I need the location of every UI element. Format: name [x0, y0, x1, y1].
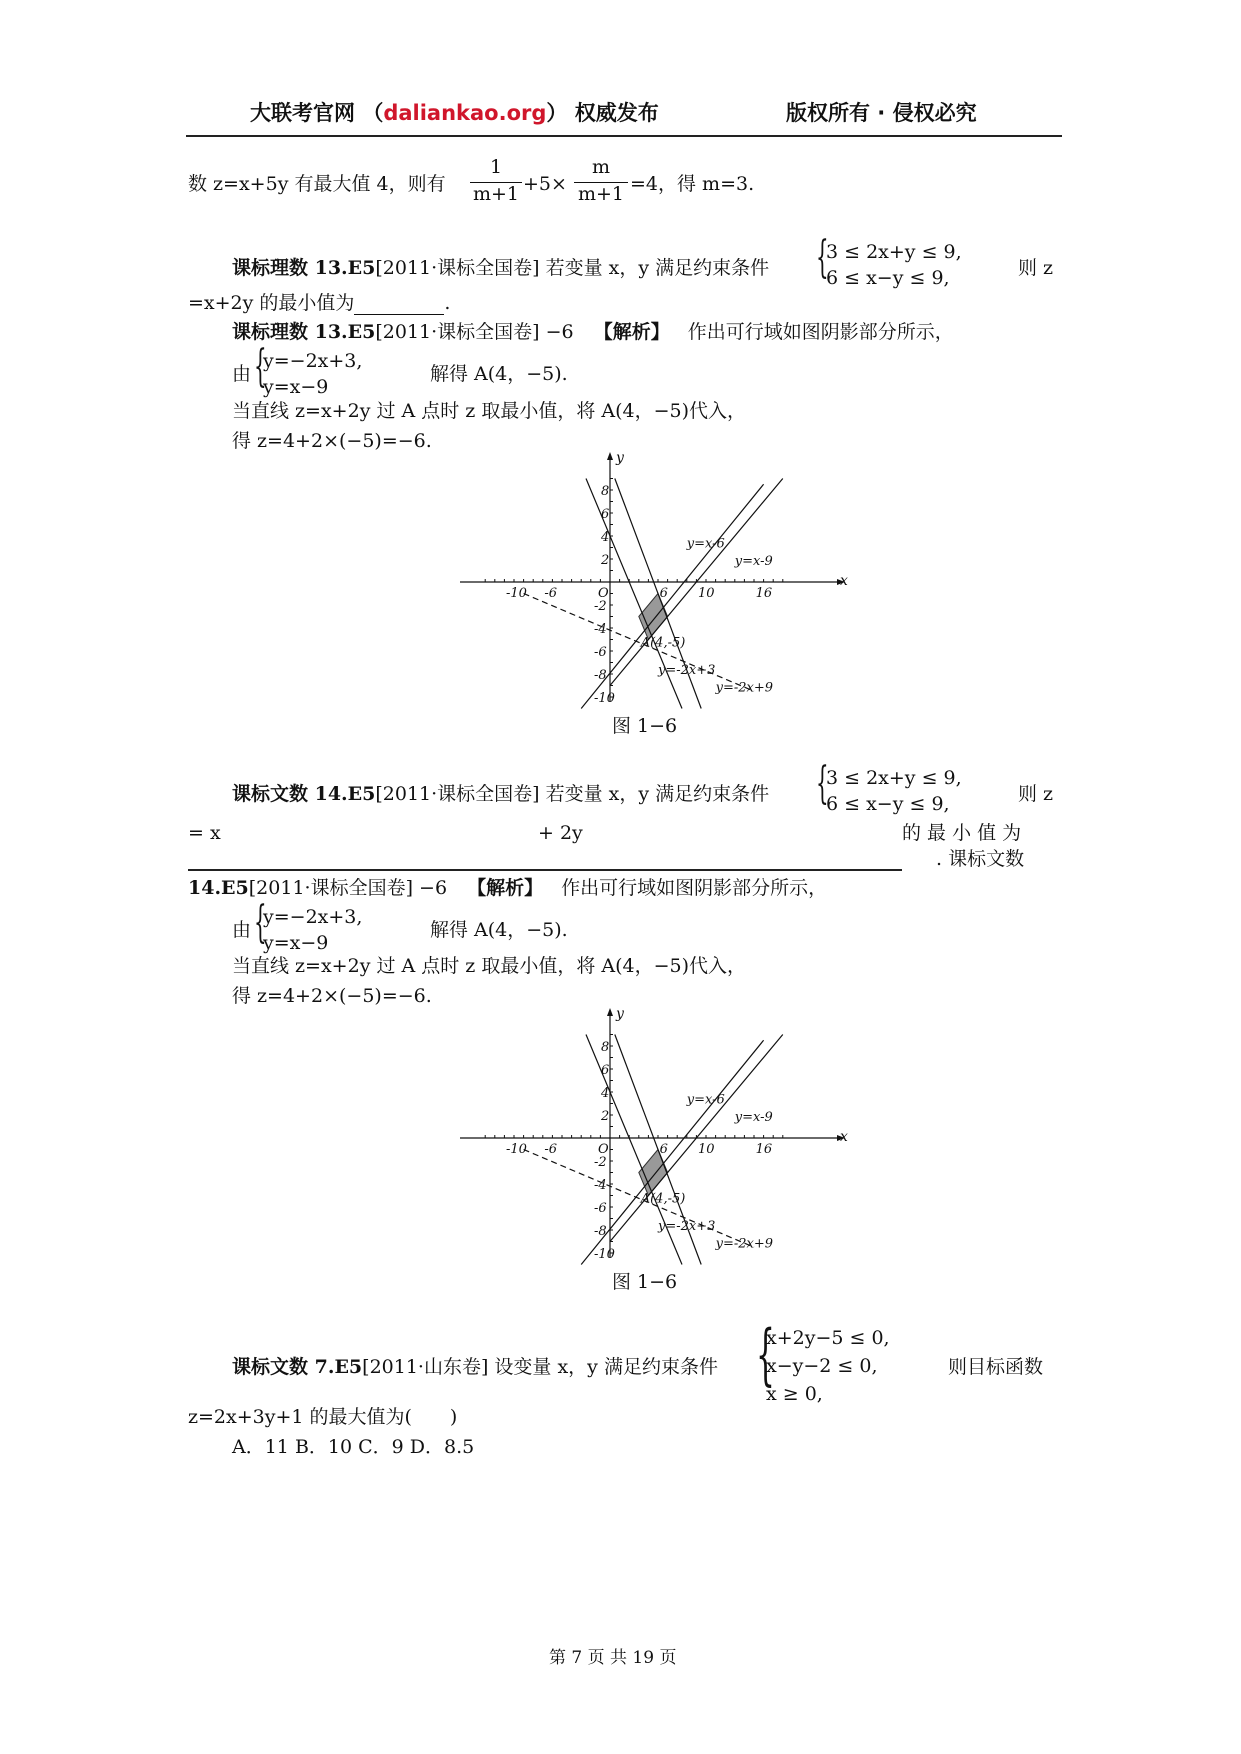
y-tick-label: -6	[594, 1201, 607, 1216]
x-tick-label: -6	[544, 1142, 558, 1157]
q14-src: [2011·课标全国卷] 若变量 x，y 满足约束条件	[375, 783, 770, 805]
q7-question	[232, 1355, 718, 1379]
line-label: y=-2x+9	[715, 1236, 774, 1252]
header-paren-close: ）	[546, 101, 568, 125]
figure-2	[460, 1008, 850, 1268]
q14-constraint-2: 6 ≤ x−y ≤ 9,	[826, 793, 950, 815]
q14-line2-a: = x	[188, 822, 221, 844]
q14-line3: 当直线 z=x+2y 过 A 点时 z 取最小值，将 A(4，−5)代入，	[232, 955, 747, 977]
y-tick-label: 4	[601, 530, 610, 545]
q13-tag: 课标理数 13.E5	[232, 257, 376, 279]
q14-solve: 解得 A(4，−5).	[430, 919, 568, 941]
y-tick-label: 6	[601, 507, 610, 522]
y-tick-label: -2	[594, 599, 607, 614]
q14-sys-1: y=−2x+3,	[263, 906, 363, 928]
q14-line2-b: + 2y	[538, 822, 583, 844]
figure-1-caption: 图 1−6	[612, 715, 678, 737]
line-z-x-2y-dashed	[524, 594, 754, 692]
q7-tail: 则目标函数	[948, 1356, 1044, 1378]
p1-mid: +5×	[523, 173, 567, 195]
y-tick-label: 6	[601, 1063, 610, 1078]
point-a-label: A(4,-5)	[640, 1191, 686, 1207]
q7-brace: {	[756, 1316, 775, 1393]
header-copyright: 版权所有 · 侵权必究	[786, 101, 977, 125]
q14-question	[232, 782, 769, 806]
q13-ans-tag: 课标理数 13.E5	[232, 321, 376, 343]
q7-tag: 课标文数 7.E5	[232, 1356, 363, 1378]
line-label: y=-2x+9	[715, 680, 774, 696]
point-a-label: A(4,-5)	[640, 635, 686, 651]
p1-f2-den: m+1	[577, 183, 625, 205]
q13-solve: 解得 A(4，−5).	[430, 363, 568, 385]
q13-line2-pre: =x+2y 的最小值为	[188, 292, 355, 314]
p1-f1-den: m+1	[472, 183, 520, 205]
q14-ans-text: 作出可行域如图阴影部分所示，	[561, 877, 828, 899]
q14-tag: 课标文数 14.E5	[232, 783, 376, 805]
q13-line2	[188, 291, 450, 315]
q14-constraint-1: 3 ≤ 2x+y ≤ 9,	[826, 767, 962, 789]
q14-answer	[188, 876, 827, 900]
q13-ans-src: [2011·课标全国卷] −6	[375, 321, 574, 343]
x-tick-label: O	[598, 586, 609, 601]
q14-tail: 则 z	[1018, 783, 1054, 805]
y-tick-label: -4	[594, 1178, 607, 1193]
x-tick-label: 6	[659, 586, 668, 601]
line-label: y=-2x+3	[658, 1219, 716, 1234]
line-label: y=x-9	[734, 553, 773, 569]
figure-2-caption: 图 1−6	[612, 1271, 678, 1293]
x-tick-label: -10	[506, 586, 527, 601]
q14-you: 由	[232, 919, 252, 941]
q14-brace: {	[816, 758, 829, 809]
line-label: y=-2x+3	[658, 663, 716, 678]
y-tick-label: 2	[601, 553, 610, 568]
y-tick-label: 8	[601, 484, 610, 499]
line-z-x-2y-dashed	[524, 1150, 754, 1248]
q13-brace: {	[816, 232, 829, 283]
q13-src: [2011·课标全国卷] 若变量 x，y 满足约束条件	[375, 257, 770, 279]
p1-f1-num: 1	[489, 156, 503, 178]
figure-1	[460, 452, 850, 712]
q13-ans-jiexi: 【解析】	[593, 321, 670, 343]
p1-pre: 数 z=x+5y 有最大值 4，则有	[188, 173, 446, 195]
header-org-link[interactable]: daliankao.org	[383, 101, 547, 125]
x-tick-label: 16	[755, 1142, 773, 1157]
p1-fraction-2	[574, 156, 628, 209]
q13-answer-blank	[354, 294, 444, 315]
q7-options: A．11 B．10 C．9 D．8.5	[232, 1436, 475, 1458]
x-tick-label: 10	[698, 586, 715, 601]
y-tick-label: -10	[594, 691, 615, 706]
header-left	[250, 97, 659, 127]
x-axis-label: x	[840, 1129, 848, 1145]
q13-sys-1: y=−2x+3,	[263, 350, 363, 372]
line-label: y=x-9	[734, 1109, 773, 1125]
y-tick-label: -8	[594, 1224, 607, 1239]
header-site-name: 大联考官网	[250, 101, 355, 125]
x-tick-label: -6	[544, 586, 558, 601]
q13-line2-post: .	[444, 292, 451, 314]
x-axis-label: x	[840, 573, 848, 589]
y-tick-label: 4	[601, 1086, 610, 1101]
q13-constraint-2: 6 ≤ x−y ≤ 9,	[826, 267, 950, 289]
y-tick-label: -2	[594, 1155, 607, 1170]
y-tick-label: -10	[594, 1247, 615, 1262]
y-axis-label: y	[616, 1008, 624, 1022]
q13-question	[232, 256, 769, 280]
x-tick-label: 6	[659, 1142, 668, 1157]
q14-answer-blank	[188, 869, 902, 871]
q7-src: [2011·山东卷] 设变量 x，y 满足约束条件	[362, 1356, 718, 1378]
q14-ans-jiexi: 【解析】	[467, 877, 544, 899]
q14-line2-c: 的 最 小 值 为	[902, 822, 1022, 844]
q13-sys-brace: {	[254, 341, 267, 392]
y-tick-label: -6	[594, 645, 607, 660]
header-publish: 权威发布	[574, 101, 659, 125]
q13-tail: 则 z	[1018, 257, 1054, 279]
q14-line4: 得 z=4+2×(−5)=−6.	[232, 985, 432, 1007]
x-tick-label: 16	[755, 586, 773, 601]
y-tick-label: 2	[601, 1109, 610, 1124]
y-tick-label: 8	[601, 1040, 610, 1055]
q13-line4: 得 z=4+2×(−5)=−6.	[232, 430, 432, 452]
y-axis-arrow	[607, 1008, 613, 1016]
q14-line3-right: . 课标文数	[936, 848, 1025, 870]
q13-sys-2: y=x−9	[263, 376, 329, 398]
q14-ans-src: [2011·课标全国卷] −6	[248, 877, 448, 899]
q14-ans-tag: 14.E5	[188, 877, 249, 899]
y-axis-label: y	[616, 452, 624, 466]
y-tick-label: -8	[594, 668, 607, 683]
x-tick-label: 10	[698, 1142, 715, 1157]
p1-post: =4，得 m=3.	[630, 173, 755, 195]
line-label: y=x-6	[686, 536, 725, 552]
x-tick-label: O	[598, 1142, 609, 1157]
header-rule	[186, 135, 1062, 137]
q13-answer	[232, 320, 954, 344]
y-tick-label: -4	[594, 622, 607, 637]
q13-constraint-1: 3 ≤ 2x+y ≤ 9,	[826, 241, 962, 263]
q7-constraint-3: x ≥ 0,	[766, 1383, 823, 1405]
x-tick-label: -10	[506, 1142, 527, 1157]
q14-sys-brace: {	[254, 897, 267, 948]
y-axis-arrow	[607, 452, 613, 460]
q7-constraint-1: x+2y−5 ≤ 0,	[766, 1327, 890, 1349]
q7-constraint-2: x−y−2 ≤ 0,	[766, 1355, 878, 1377]
p1-f2-num: m	[591, 156, 611, 178]
header-paren-open: （	[362, 101, 384, 125]
q13-line3: 当直线 z=x+2y 过 A 点时 z 取最小值，将 A(4，−5)代入，	[232, 400, 747, 422]
q7-line2: z=2x+3y+1 的最大值为( )	[188, 1406, 458, 1428]
page-number: 第 7 页 共 19 页	[549, 1648, 677, 1668]
p1-fraction-1	[470, 156, 522, 209]
q13-ans-text: 作出可行域如图阴影部分所示，	[687, 321, 954, 343]
line-label: y=x-6	[686, 1092, 725, 1108]
q14-sys-2: y=x−9	[263, 932, 329, 954]
q13-you: 由	[232, 363, 252, 385]
